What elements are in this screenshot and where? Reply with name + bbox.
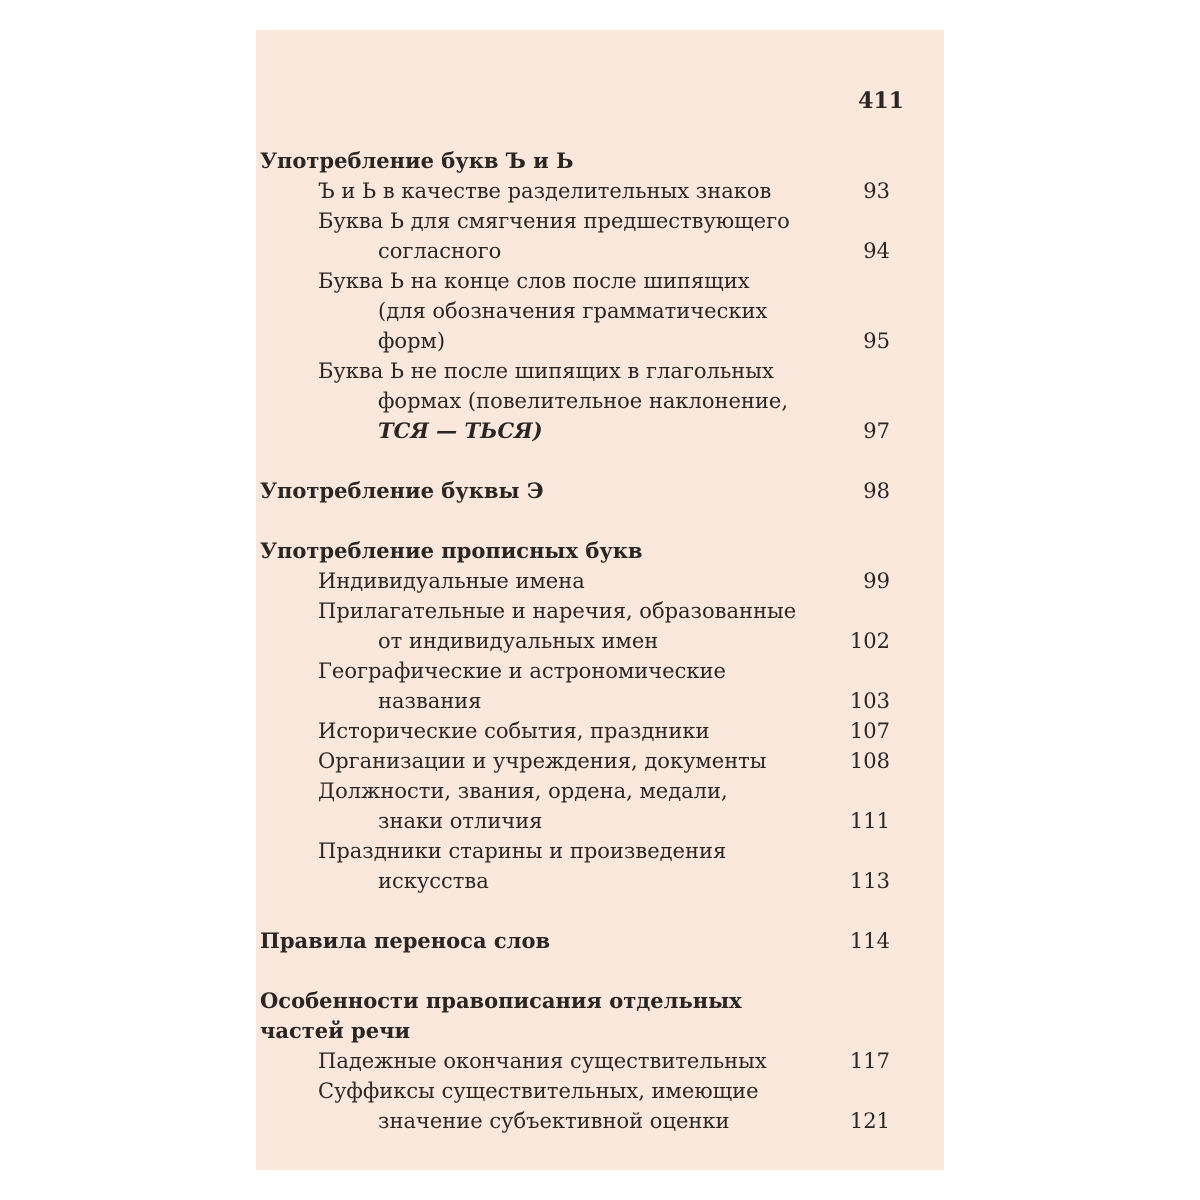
section-heading: Правила переноса слов 114: [256, 926, 944, 956]
toc-entry: Индивидуальные имена 99: [256, 566, 944, 596]
toc-entry-cont: искусства 113: [256, 866, 944, 896]
toc-page: 97: [863, 419, 890, 443]
toc-entry-cont: форм) 95: [256, 326, 944, 356]
section-heading: Употребление буквы Э 98: [256, 476, 944, 506]
toc-page: 98: [863, 479, 890, 503]
toc-entry: Праздники старины и произведения: [318, 839, 727, 863]
section-heading: Употребление прописных букв: [260, 538, 643, 563]
toc-entry-cont: формах (повелительное наклонение,: [378, 389, 789, 413]
toc-page: 113: [849, 869, 890, 893]
section-heading: Употребление букв Ъ и Ь: [260, 148, 574, 173]
toc-entry-cont: знаки отличия 111: [256, 806, 944, 836]
toc-entry: Падежные окончания существительных 117: [256, 1046, 944, 1076]
toc-page: 111: [849, 809, 890, 833]
toc-entry: Исторические события, праздники 107: [256, 716, 944, 746]
toc-page: 93: [863, 179, 890, 203]
section-heading-cont: частей речи: [260, 1018, 411, 1043]
toc-entry: Организации и учреждения, документы 108: [256, 746, 944, 776]
toc-page: 107: [849, 719, 890, 743]
toc-entry: Буква Ь на конце слов после шипящих: [318, 269, 750, 293]
toc-entry: Буква Ь не после шипящих в глагольных: [318, 359, 774, 383]
toc-page: 102: [849, 629, 890, 653]
toc-entry-cont: (для обозначения грамматических: [378, 299, 768, 323]
toc-entry-cont: значение субъективной оценки 121: [256, 1106, 944, 1136]
toc-entry-cont: согласного 94: [256, 236, 944, 266]
toc-page: 103: [849, 689, 890, 713]
toc-page: 114: [849, 929, 890, 953]
toc-entry-cont: ТСЯ — ТЬСЯ) 97: [256, 416, 944, 446]
toc-page: 108: [849, 749, 890, 773]
toc-entry: Должности, звания, ордена, медали,: [318, 779, 728, 803]
toc-page: 117: [849, 1049, 890, 1073]
toc-entry: Суффиксы существительных, имеющие: [318, 1079, 759, 1103]
toc-entry-cont: от индивидуальных имен 102: [256, 626, 944, 656]
book-page: [256, 30, 944, 1170]
toc-page: 121: [849, 1109, 890, 1133]
section-heading: Особенности правописания отдельных: [260, 988, 742, 1013]
toc-page: 95: [863, 329, 890, 353]
toc-entry: Географические и астрономические: [318, 659, 726, 683]
page-number: 411: [858, 88, 904, 114]
toc-entry: Ъ и Ь в качестве разделительных знаков 93: [256, 176, 944, 206]
toc-entry: Прилагательные и наречия, образованные: [318, 599, 797, 623]
toc-entry: Буква Ь для смягчения предшествующего: [318, 209, 790, 233]
toc-page: 99: [863, 569, 890, 593]
toc-page: 94: [863, 239, 890, 263]
toc-entry-cont: названия 103: [256, 686, 944, 716]
